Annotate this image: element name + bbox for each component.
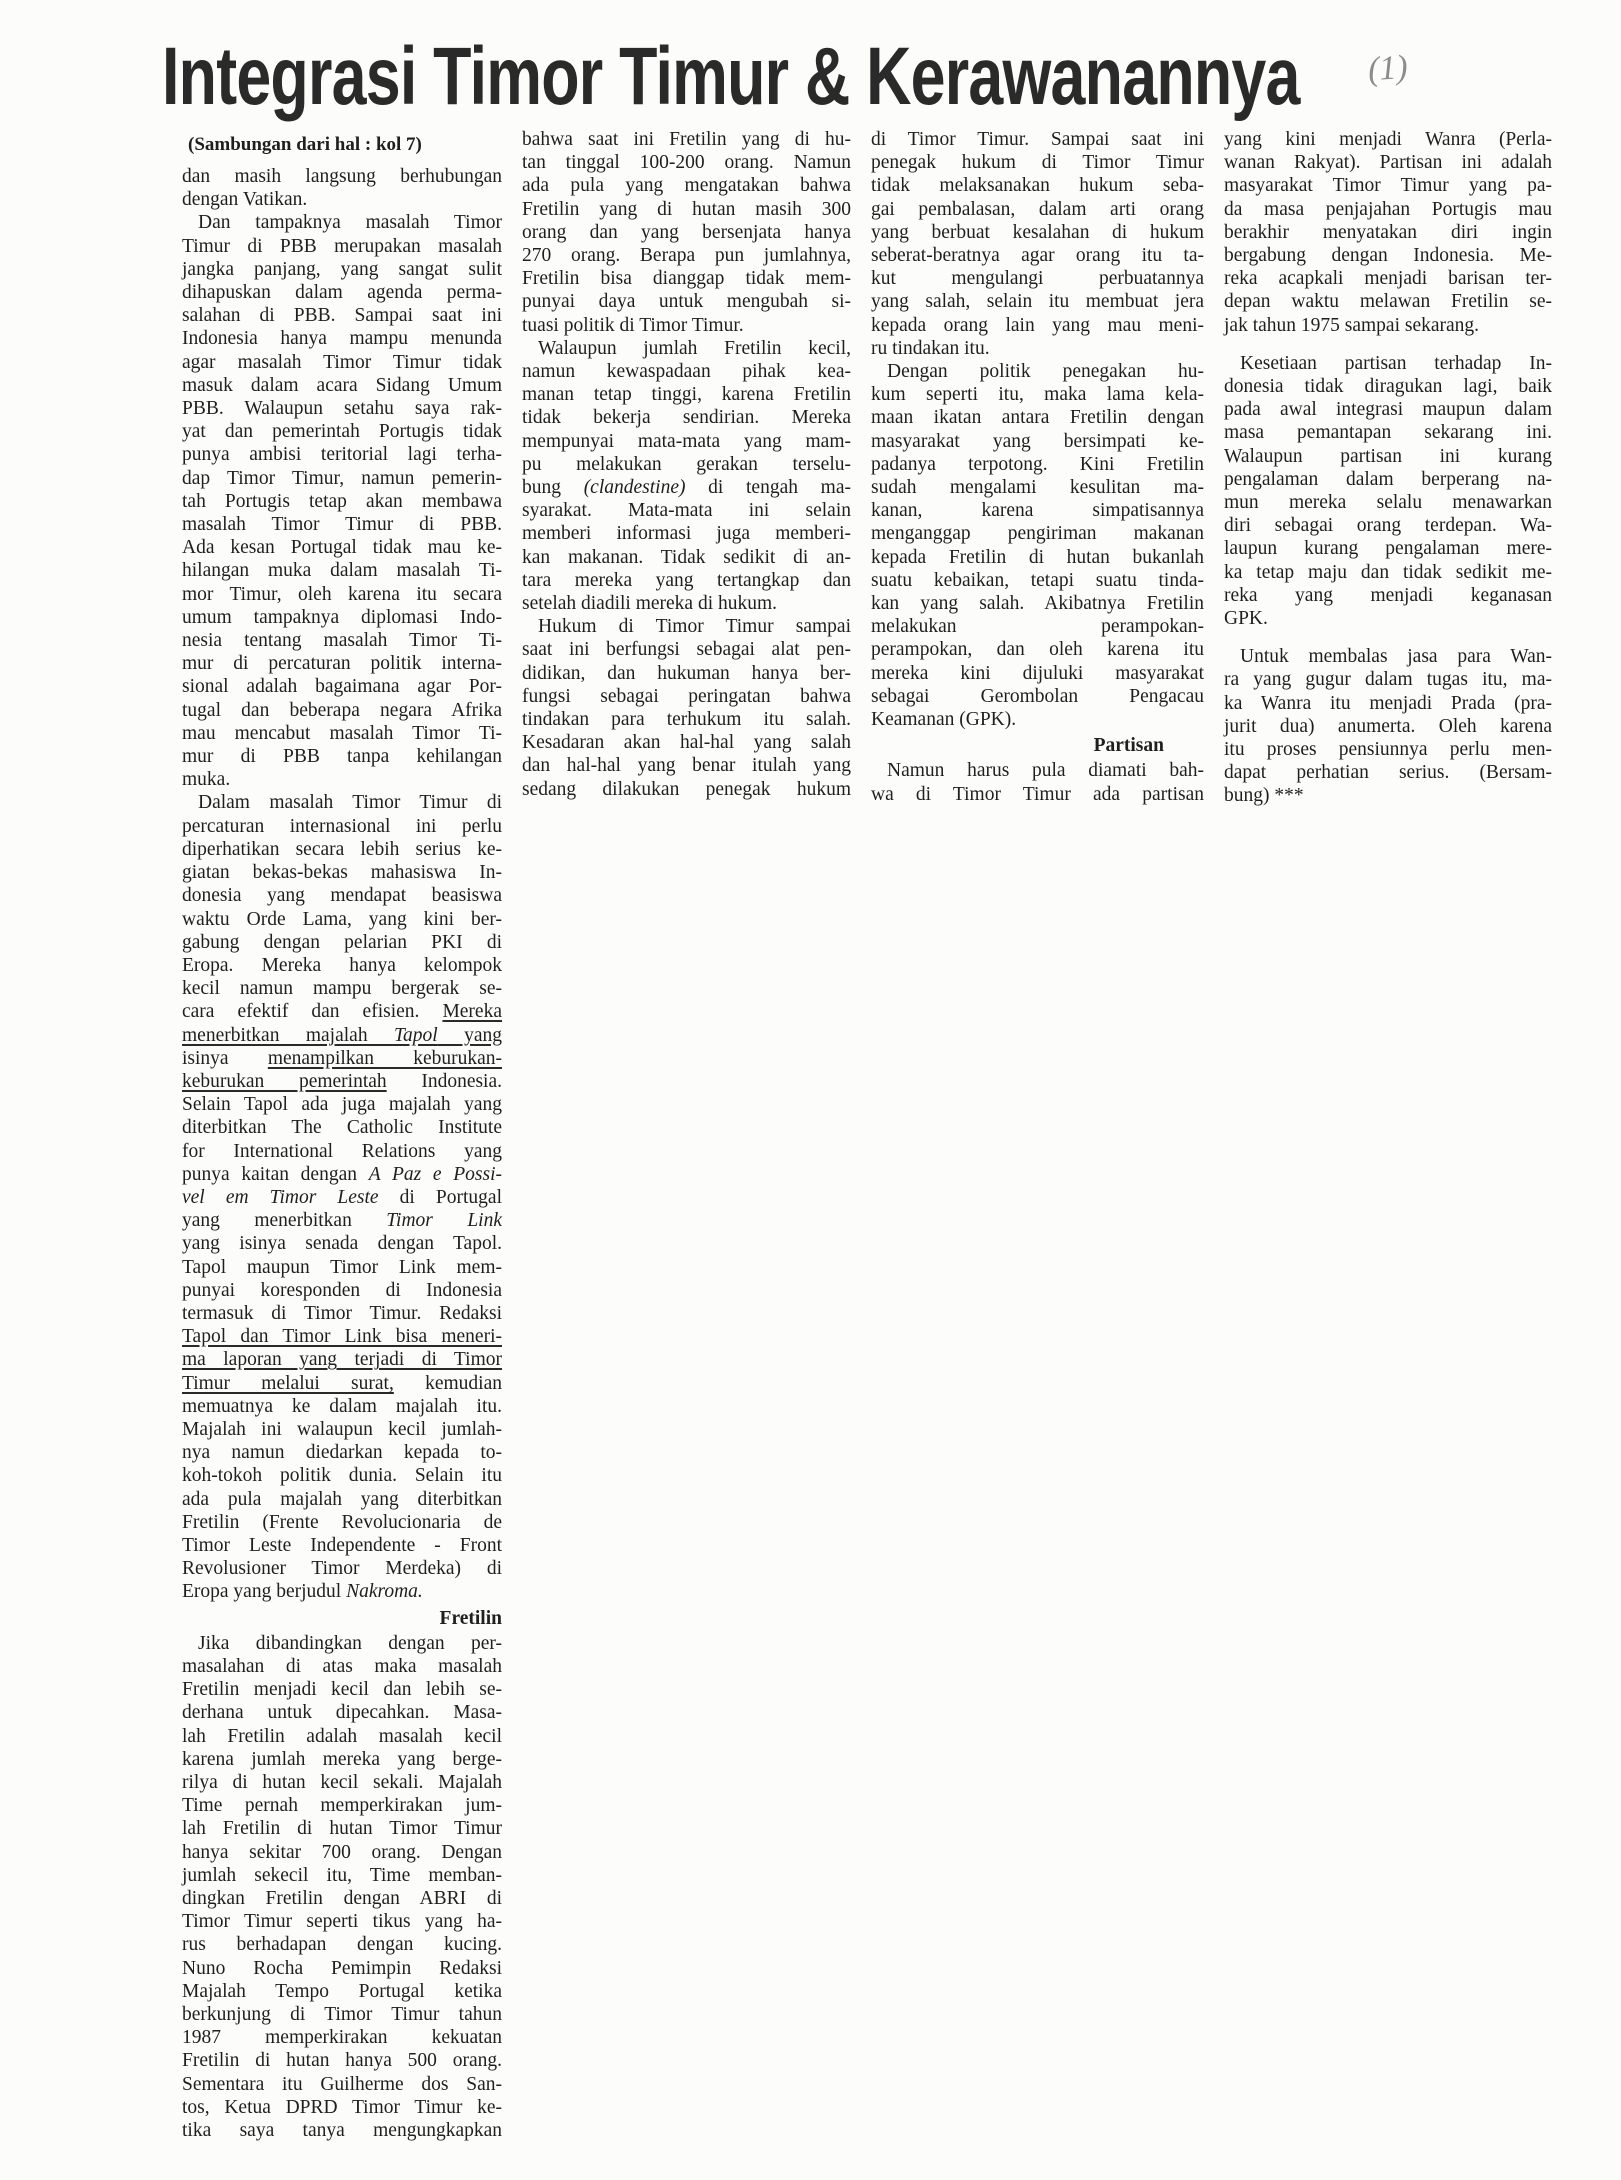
text-line: kepada orang lain yang mau meni- xyxy=(871,314,1204,336)
pen-underlined-text: yang xyxy=(437,1024,502,1046)
text-line: berakhir menyatakan diri ingin xyxy=(1224,221,1552,243)
text-line: syarakat. Mata-mata ini selain xyxy=(522,500,851,522)
handwritten-page-mark: (1) xyxy=(1366,48,1409,89)
text-line: Selain Tapol ada juga majalah yang xyxy=(182,1094,502,1116)
text-line: 1987 memperkirakan kekuatan xyxy=(182,2027,502,2049)
text-line: tidak bekerja sendirian. Mereka xyxy=(522,407,851,429)
pen-underlined-text: menampilkan keburukan- xyxy=(267,1047,502,1069)
text-line: 270 orang. Berapa pun jumlahnya, xyxy=(522,245,851,267)
text-line: waktu Orde Lama, yang kini ber- xyxy=(182,908,502,930)
text-line xyxy=(182,1348,502,1371)
text-line: itu proses pensiunnya perlu men- xyxy=(1224,739,1552,761)
text-line: mur di percaturan politik interna- xyxy=(182,653,502,675)
text-line: dingkan Fretilin dengan ABRI di xyxy=(182,1888,502,1910)
text-run: bung xyxy=(522,477,584,499)
text-line: umum tampaknya diplomasi Indo- xyxy=(182,606,502,628)
text-line: pengalaman dalam berperang na- xyxy=(1224,468,1552,490)
text-line: termasuk di Timor Timur. Redaksi xyxy=(182,1302,502,1324)
text-line: tan tinggal 100-200 orang. Namun xyxy=(522,152,851,174)
text-line: masyarakat yang bersimpati ke- xyxy=(871,430,1204,452)
text-line: reka acapkali menjadi barisan ter- xyxy=(1224,268,1552,290)
text-line: rilya di hutan kecil sekali. Majalah xyxy=(182,1772,502,1794)
text-line: punyai koresponden di Indonesia xyxy=(182,1279,502,1301)
text-line: masa pemantapan sekarang ini. xyxy=(1224,422,1552,444)
text-line: hanya sekitar 700 orang. Dengan xyxy=(182,1841,502,1863)
headline: Integrasi Timor Timur & Kerawanannya xyxy=(162,31,1300,122)
text-line: Dengan politik penegakan hu- xyxy=(887,361,1204,383)
text-line: Keamanan (GPK). xyxy=(871,709,1017,731)
paragraph xyxy=(182,1632,502,2142)
text-line: Time pernah memperkirakan jum- xyxy=(182,1795,502,1817)
text-line: yang berbuat kesalahan di hukum xyxy=(871,221,1204,243)
text-line: bergabung dengan Indonesia. Me- xyxy=(1224,245,1552,267)
text-line: tika saya tanya mengungkapkan xyxy=(182,2120,502,2142)
text-line: gai pembalasan, dalam arti orang xyxy=(871,198,1204,220)
text-run: Eropa yang berjudul xyxy=(182,1581,347,1603)
paragraph xyxy=(1224,128,1552,337)
text-line: pada awal integrasi maupun dalam xyxy=(1224,399,1552,421)
text-line: dan hal-hal yang benar itulah yang xyxy=(522,755,851,777)
text-line: Timor Timur seperti tikus yang ha- xyxy=(182,1911,502,1933)
text-line: masalahan di atas maka masalah xyxy=(182,1656,502,1677)
text-line: Hukum di Timor Timur sampai xyxy=(538,616,851,638)
text-line: kan yang salah. Akibatnya Fretilin xyxy=(871,593,1204,615)
text-line: kanan, karena simpatisannya xyxy=(871,500,1204,522)
text-line: sedang dilakukan penegak hukum xyxy=(522,778,851,800)
text-line: jangka panjang, yang sangat sulit xyxy=(182,258,502,280)
text-line: mun mereka selalu menawarkan xyxy=(1224,492,1552,514)
text-run: di tengah ma- xyxy=(685,477,851,499)
text-line: Kesetiaan partisan terhadap In- xyxy=(1240,352,1552,374)
text-line: nesia tentang masalah Timor Ti- xyxy=(182,630,502,652)
text-run: isinya xyxy=(182,1047,268,1069)
text-line: agar masalah Timor Timur tidak xyxy=(182,351,502,373)
text-line: memuatnya ke dalam majalah itu. xyxy=(182,1395,502,1417)
text-line: hilangan muka dalam masalah Ti- xyxy=(182,560,502,582)
text-line: derhana untuk dipecahkan. Masa- xyxy=(182,1702,502,1724)
paragraph xyxy=(1224,645,1552,807)
italic-text: Nakroma. xyxy=(346,1581,423,1603)
text-line: Jika dibandingkan dengan per- xyxy=(198,1632,502,1654)
pen-underlined-text: keburukan pemerintah xyxy=(182,1070,387,1092)
text-line xyxy=(182,1024,502,1047)
text-line: diperhatikan secara lebih serius ke- xyxy=(182,838,502,860)
text-run: punya kaitan dengan xyxy=(182,1163,369,1185)
text-line: tos, Ketua DPRD Timor Timur ke- xyxy=(182,2096,502,2118)
text-line: rus berhadapan dengan kucing. xyxy=(182,1934,502,1956)
text-line: padanya terpotong. Kini Fretilin xyxy=(871,453,1204,475)
text-line xyxy=(182,1047,502,1070)
text-line: tindakan para terhukum itu salah. xyxy=(522,709,851,731)
text-line: kepada Fretilin di hutan bukanlah xyxy=(871,546,1204,568)
text-line: tah Portugis tetap akan membawa xyxy=(182,490,502,512)
text-line: dan masih langsung berhubungan xyxy=(182,166,502,187)
text-line: Fretilin (Frente Revolucionaria de xyxy=(182,1511,502,1533)
paragraph xyxy=(182,791,502,1603)
text-run: yang menerbitkan xyxy=(182,1210,387,1232)
text-line xyxy=(182,1163,502,1186)
text-line: diterbitkan The Catholic Institute xyxy=(182,1117,502,1139)
text-line xyxy=(182,1325,502,1348)
text-line: maan ikatan antara Fretilin dengan xyxy=(871,407,1204,429)
text-line: Sementara itu Guilherme dos San- xyxy=(182,2073,502,2095)
text-line: bung) *** xyxy=(1224,785,1304,807)
text-line: punyai daya untuk mengubah si- xyxy=(522,291,851,313)
text-line: mor Timur, oleh karena itu secara xyxy=(182,583,502,605)
italic-text: Timor Link xyxy=(386,1210,502,1232)
text-line: tara mereka yang tertangkap dan xyxy=(522,569,851,591)
text-line: yang salah, selain itu membuat jera xyxy=(871,291,1204,313)
text-line: donesia tidak diragukan lagi, baik xyxy=(1224,376,1552,398)
text-line: Indonesia hanya mampu menunda xyxy=(182,328,502,350)
text-line: Dan tampaknya masalah Timor xyxy=(198,212,502,234)
pen-underlined-text: Mereka xyxy=(442,1001,502,1023)
pen-underlined-text: menerbitkan majalah xyxy=(182,1024,394,1046)
paragraph xyxy=(522,337,851,615)
text-line: tidak melaksanakan hukum seba- xyxy=(871,175,1204,197)
text-line: yang isinya senada dengan Tapol. xyxy=(182,1233,502,1255)
continuation-note: (Sambungan dari hal : kol 7) xyxy=(188,134,422,155)
text-line: mempunyai mata-mata yang mam- xyxy=(522,430,851,452)
text-line: setelah diadili mereka di hukum. xyxy=(522,593,778,615)
text-line: percaturan internasional ini perlu xyxy=(182,815,502,837)
text-line: yat dan pemerintah Portugis tidak xyxy=(182,421,502,443)
text-line: reka yang menjadi keganasan xyxy=(1224,584,1552,606)
text-line xyxy=(182,1372,502,1395)
paragraph xyxy=(522,615,851,801)
text-line: kecil namun mampu bergerak se- xyxy=(182,978,502,1000)
text-line: PBB. Walaupun setahu saya rak- xyxy=(182,398,502,420)
text-line: jak tahun 1975 sampai sekarang. xyxy=(1224,314,1480,336)
text-run: kemudian xyxy=(393,1372,502,1394)
text-line: Fretilin di hutan hanya 500 orang. xyxy=(182,2050,502,2072)
paragraph xyxy=(871,128,1204,360)
text-line: berkunjung di Timor Timur tahun xyxy=(182,2004,502,2026)
pen-underlined-text: Timur melalui surat, xyxy=(182,1372,394,1394)
text-line: Nuno Rocha Pemimpin Redaksi xyxy=(182,1957,502,1979)
text-line: dapat perhatian serius. (Bersam- xyxy=(1224,762,1552,784)
text-line: giatan bekas-bekas mahasiswa In- xyxy=(182,862,502,884)
text-line: jumlah sekecil itu, Time memban- xyxy=(182,1864,502,1886)
text-line: lah Fretilin adalah masalah kecil xyxy=(182,1725,502,1747)
text-line: yang kini menjadi Wanra (Perla- xyxy=(1224,129,1552,150)
text-line: muka. xyxy=(182,769,231,791)
paragraph xyxy=(1224,352,1552,630)
text-line: didikan, dan hukuman hanya ber- xyxy=(522,662,851,684)
text-line: Walaupun partisan ini kurang xyxy=(1224,445,1552,467)
text-line: mur di PBB tanpa kehilangan xyxy=(182,746,502,768)
text-line: wanan Rakyat). Partisan ini adalah xyxy=(1224,152,1552,174)
text-line: ru tindakan itu. xyxy=(871,337,990,359)
text-line: diri sebagai orang terdepan. Wa- xyxy=(1224,515,1552,537)
text-line: donesia yang mendapat beasiswa xyxy=(182,885,502,907)
text-line: karena jumlah mereka yang berge- xyxy=(182,1748,502,1770)
text-line: saat ini berfungsi sebagai alat pen- xyxy=(522,639,851,661)
text-line: punya ambisi teritorial lagi terha- xyxy=(182,444,502,466)
text-run: cara efektif dan efisien. xyxy=(182,1001,443,1023)
text-line: ada pula majalah yang diterbitkan xyxy=(182,1488,502,1510)
text-line: di Timor Timur. Sampai saat ini xyxy=(871,129,1204,150)
text-line xyxy=(182,1580,502,1603)
text-line: tuasi politik di Timor Timur. xyxy=(522,314,744,336)
text-line: Timor Leste Independente - Front xyxy=(182,1534,502,1556)
text-line: ka tetap maju dan tidak sedikit me- xyxy=(1224,561,1552,583)
pen-underlined-text: Tapol dan Timor Link bisa meneri- xyxy=(182,1326,502,1348)
text-line: dengan Vatikan. xyxy=(182,189,308,211)
text-line: Walaupun jumlah Fretilin kecil, xyxy=(538,337,851,359)
text-line: sebagai Gerombolan Pengacau xyxy=(871,685,1204,707)
text-line: suatu kebaikan, tetapi suatu tinda- xyxy=(871,569,1204,591)
text-line: jurit dua) anumerta. Oleh karena xyxy=(1224,715,1552,737)
text-line: Dalam masalah Timor Timur di xyxy=(198,792,502,814)
text-line: masalah Timor Timur di PBB. xyxy=(182,514,502,536)
text-line: Timur di PBB merupakan masalah xyxy=(182,235,502,257)
text-line: dihapuskan dalam agenda perma- xyxy=(182,282,502,304)
text-line: mau mencabut masalah Timor Ti- xyxy=(182,722,502,744)
text-line: depan waktu melawan Fretilin se- xyxy=(1224,291,1552,313)
text-line: wa di Timor Timur ada partisan xyxy=(871,783,1204,805)
paragraph xyxy=(871,360,1204,731)
text-line: manan tetap tinggi, karena Fretilin xyxy=(522,384,851,406)
text-line xyxy=(522,476,851,499)
text-line: Untuk membalas jasa para Wan- xyxy=(1240,646,1552,668)
text-line: nya namun diedarkan kepada to- xyxy=(182,1442,502,1464)
text-line: kan makanan. Tidak sedikit di an- xyxy=(522,546,851,568)
article-column-1 xyxy=(182,133,502,2142)
text-line: koh-tokoh politik dunia. Selain itu xyxy=(182,1465,502,1487)
text-line: melakukan perampokan- xyxy=(871,616,1204,638)
paragraph xyxy=(522,128,851,337)
article-column-2 xyxy=(522,128,851,801)
text-line: Majalah Tempo Portugal ketika xyxy=(182,1980,502,2002)
text-line: bahwa saat ini Fretilin yang di hu- xyxy=(522,129,851,150)
text-line xyxy=(182,1070,502,1093)
text-line: ka Wanra itu menjadi Prada (pra- xyxy=(1224,692,1552,714)
text-line: sudah mengalami kesulitan ma- xyxy=(871,477,1204,499)
text-line: Kesadaran akan hal-hal yang salah xyxy=(522,732,851,754)
text-line: salahan di PBB. Sampai saat ini xyxy=(182,305,502,327)
text-line xyxy=(182,1209,502,1232)
text-line xyxy=(182,1186,502,1209)
text-line: Tapol maupun Timor Link mem- xyxy=(182,1256,502,1278)
text-line: seberat-beratnya agar orang itu ta- xyxy=(871,245,1204,267)
paragraph xyxy=(182,165,502,211)
text-line: kut mengulangi perbuatannya xyxy=(871,268,1204,290)
text-line: da masa penjajahan Portugis mau xyxy=(1224,198,1552,220)
section-subhead: Fretilin xyxy=(439,1607,502,1629)
text-line: memberi informasi juga memberi- xyxy=(522,523,851,545)
italic-text: vel em Timor Leste xyxy=(182,1186,379,1208)
text-line: Namun harus pula diamati bah- xyxy=(887,760,1204,782)
text-line: Ada kesan Portugal tidak mau ke- xyxy=(182,537,502,559)
text-line: perampokan, dan oleh karena itu xyxy=(871,639,1204,661)
text-line: Fretilin bisa dianggap tidak mem- xyxy=(522,268,851,290)
text-line: gabung dengan pelarian PKI di xyxy=(182,931,502,953)
text-line: Fretilin menjadi kecil dan lebih se- xyxy=(182,1679,502,1701)
text-line xyxy=(182,1000,502,1023)
text-line: lah Fretilin di hutan Timor Timur xyxy=(182,1818,502,1840)
text-line: pu melakukan gerakan terselu- xyxy=(522,453,851,475)
text-line: orang dan yang bersenjata hanya xyxy=(522,221,851,243)
text-run: Indonesia. xyxy=(386,1070,503,1092)
text-line: GPK. xyxy=(1224,608,1268,630)
text-line: ra yang gugur dalam tugas itu, ma- xyxy=(1224,669,1552,691)
text-line: penegak hukum di Timor Timur xyxy=(871,152,1204,174)
text-line: masuk dalam acara Sidang Umum xyxy=(182,374,502,396)
text-line: fungsi sebagai peringatan bahwa xyxy=(522,685,851,707)
text-line: masyarakat Timor Timur yang pa- xyxy=(1224,175,1552,197)
text-line: for International Relations yang xyxy=(182,1140,502,1162)
text-line: mereka kini dijuluki masyarakat xyxy=(871,662,1204,684)
pen-underlined-text: Tapol xyxy=(393,1024,438,1046)
text-line: Eropa. Mereka hanya kelompok xyxy=(182,954,502,976)
text-line: dap Timor Timur, namun pemerin- xyxy=(182,467,502,489)
italic-text: A Paz e Possi- xyxy=(368,1163,502,1185)
pen-underlined-text: ma laporan yang terjadi di Timor xyxy=(182,1349,502,1371)
paragraph xyxy=(182,211,502,791)
paragraph xyxy=(871,759,1204,805)
text-line: ada pula yang mengatakan bahwa xyxy=(522,175,851,197)
text-line: tugal dan beberapa negara Afrika xyxy=(182,699,502,721)
article-column-4 xyxy=(1224,128,1552,808)
text-line: menganggap pengiriman makanan xyxy=(871,523,1204,545)
section-subhead: Partisan xyxy=(1093,735,1164,757)
article-column-3 xyxy=(871,128,1204,806)
text-line: sional adalah bagaimana agar Por- xyxy=(182,676,502,698)
text-line: kum seperti itu, maka lama kela- xyxy=(871,384,1204,406)
text-line: namun kewaspadaan pihak kea- xyxy=(522,361,851,383)
text-run: di Portugal xyxy=(378,1186,502,1208)
text-line: Fretilin yang di hutan masih 300 xyxy=(522,198,851,220)
text-line: Revolusioner Timor Merdeka) di xyxy=(182,1558,502,1580)
italic-text: (clandestine) xyxy=(583,477,686,499)
text-line: Majalah ini walaupun kecil jumlah- xyxy=(182,1418,502,1440)
text-line: laupun kurang pengalaman mere- xyxy=(1224,538,1552,560)
